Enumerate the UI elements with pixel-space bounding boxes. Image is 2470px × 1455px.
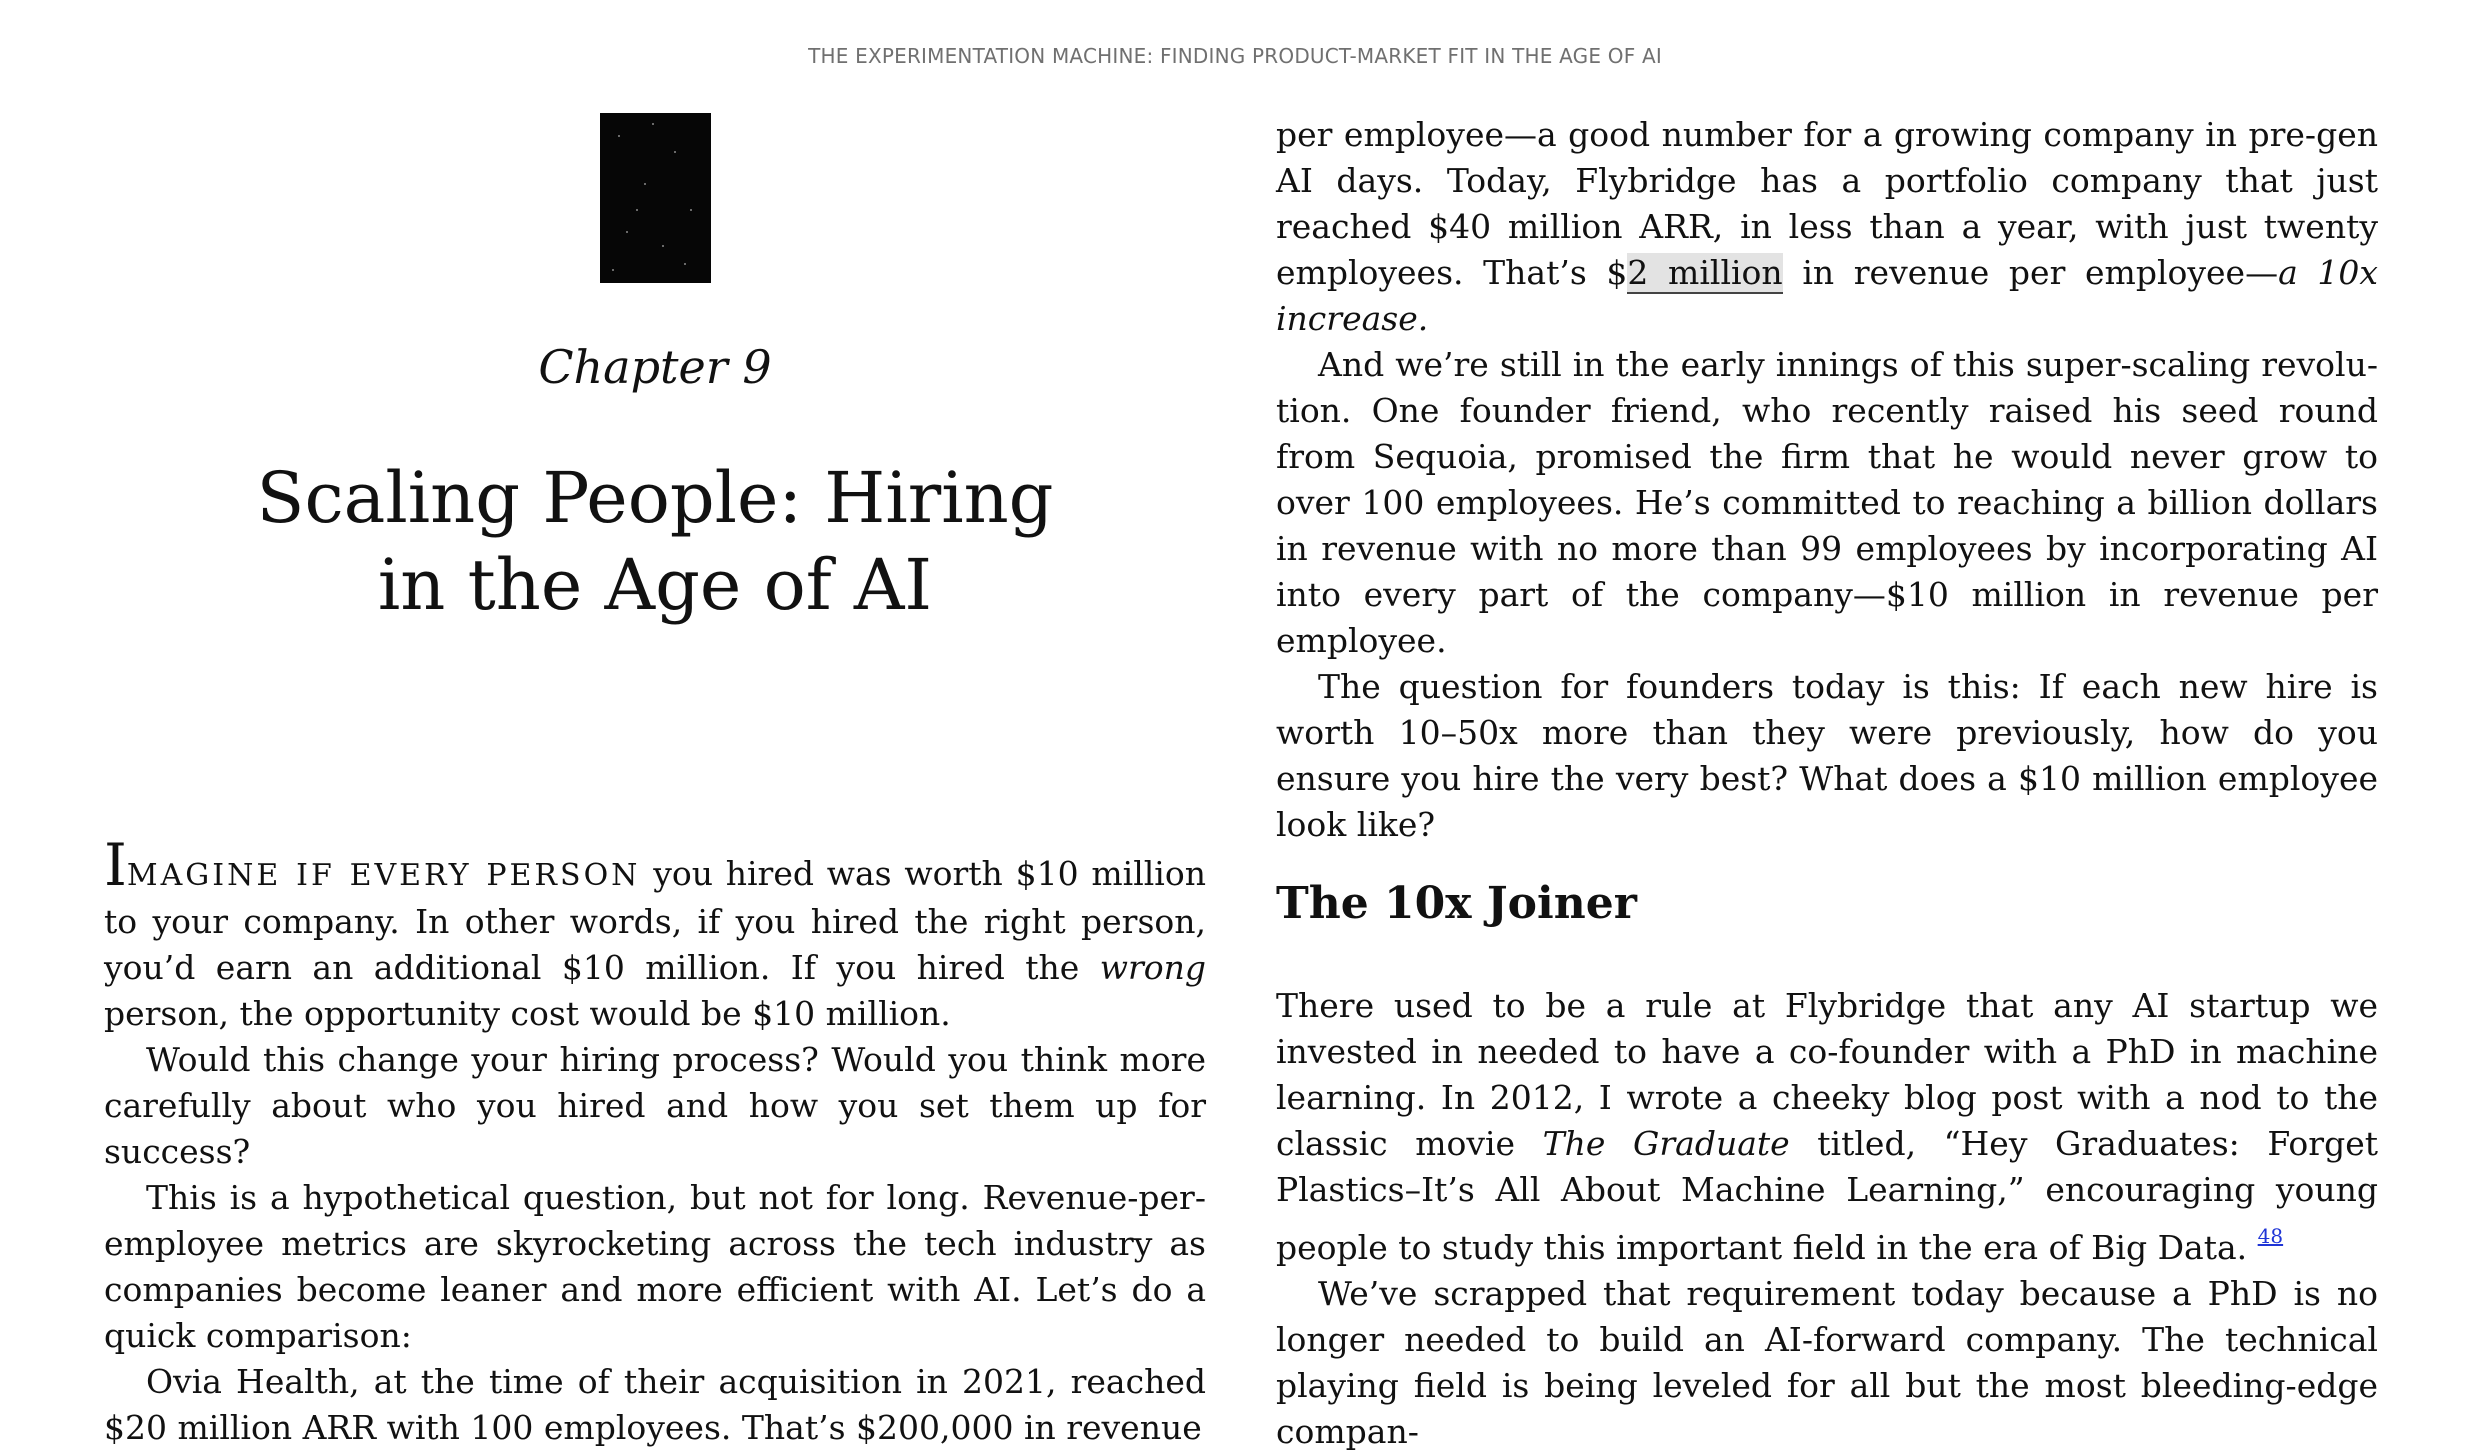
right-body-text bbox=[1276, 983, 2378, 1455]
chapter-title-line-2: in the Age of AI bbox=[377, 544, 933, 626]
paragraph-text: titled, “Hey Graduates: Forget Plastics–It’s All About Machine Learning,” encouraging young people to study this important field in the era of Big Data. bbox=[1276, 1124, 2378, 1267]
right-column bbox=[1276, 0, 2378, 1451]
emphasis: a 10x increase. bbox=[1276, 253, 2378, 338]
paragraph-text: person, the opportunity cost would be $10 million. bbox=[104, 994, 951, 1033]
paragraph-continued bbox=[1276, 112, 2378, 342]
paragraph-opening bbox=[104, 831, 1206, 1037]
emphasis: wrong bbox=[1099, 948, 1206, 987]
chapter-ornament-image bbox=[600, 113, 711, 283]
highlighted-text[interactable]: 2 million bbox=[1627, 253, 1783, 292]
section-heading: The 10x Joiner bbox=[1276, 878, 1637, 929]
right-body-text-top bbox=[1276, 112, 2378, 848]
emphasis: The Graduate bbox=[1542, 1124, 1790, 1163]
chapter-label: Chapter 9 bbox=[538, 340, 772, 394]
footnote-link[interactable]: 48 bbox=[2257, 1224, 2284, 1248]
paragraph: And we’re still in the early innings of this super-scaling revolution. One founder friend, who recently raised his seed round from Sequoia, promised the firm that he would never grow to over 100 employees. He’s committed to reaching a billion dollars in revenue with no more than 99 employees by incorporating AI into every part of the company—$10 million in revenue per employee. bbox=[1276, 345, 2378, 660]
left-body-text bbox=[104, 831, 1206, 1451]
paragraph: Ovia Health, at the time of their acquisition in 2021, reached $20 million ARR with 100 employees. That’s $200,000 in revenue bbox=[104, 1362, 1206, 1447]
paragraph: Would this change your hiring process? Would you think more carefully about who you hired and how you set them up for success? bbox=[104, 1040, 1206, 1171]
paragraph: The question for founders today is this: If each new hire is worth 10–50x more than they were previously, how do you ensure you hire the very best? What does a $10 million employee look like? bbox=[1276, 667, 2378, 844]
paragraph-text: There used to be a rule at Flybridge that any AI startup we invested in needed to have a co-founder with a PhD in machine learning. In 2012, I wrote a cheeky blog post with a nod to the classic movie bbox=[1276, 986, 2378, 1163]
small-caps-lead: MAGINE IF EVERY PERSON bbox=[126, 858, 641, 893]
paragraph-text: in revenue per employee— bbox=[1782, 253, 2279, 292]
running-header: THE EXPERIMENTATION MACHINE: FINDING PRODUCT-MARKET FIT IN THE AGE OF AI bbox=[808, 44, 1662, 68]
paragraph bbox=[1276, 983, 2378, 1271]
paragraph-text: you hired was worth $10 million to your company. In other words, if you hired the right person, you’d earn an additional $10 million. If you hired the bbox=[104, 854, 1206, 987]
chapter-title-line-1: Scaling People: Hiring bbox=[256, 457, 1054, 539]
paragraph-text: per employee—a good number for a growing company in pre-gen AI days. Today, Flybridge has a portfolio company that just reached $40 million ARR, in less than a year, with just twenty employees. That’s $ bbox=[1276, 115, 2378, 292]
paragraph: This is a hypothetical question, but not for long. Revenue-per-employee metrics are skyrocketing across the tech industry as companies become leaner and more efficient with AI. Let’s do a quick comparison: bbox=[104, 1178, 1206, 1355]
chapter-title bbox=[104, 455, 1206, 629]
drop-cap: I bbox=[104, 831, 127, 899]
paragraph: We’ve scrapped that requirement today because a PhD is no longer needed to build an AI-forward company. The technical playing field is being leveled for all but the most bleeding-edge compan- bbox=[1276, 1274, 2378, 1451]
left-column bbox=[104, 0, 1206, 1447]
